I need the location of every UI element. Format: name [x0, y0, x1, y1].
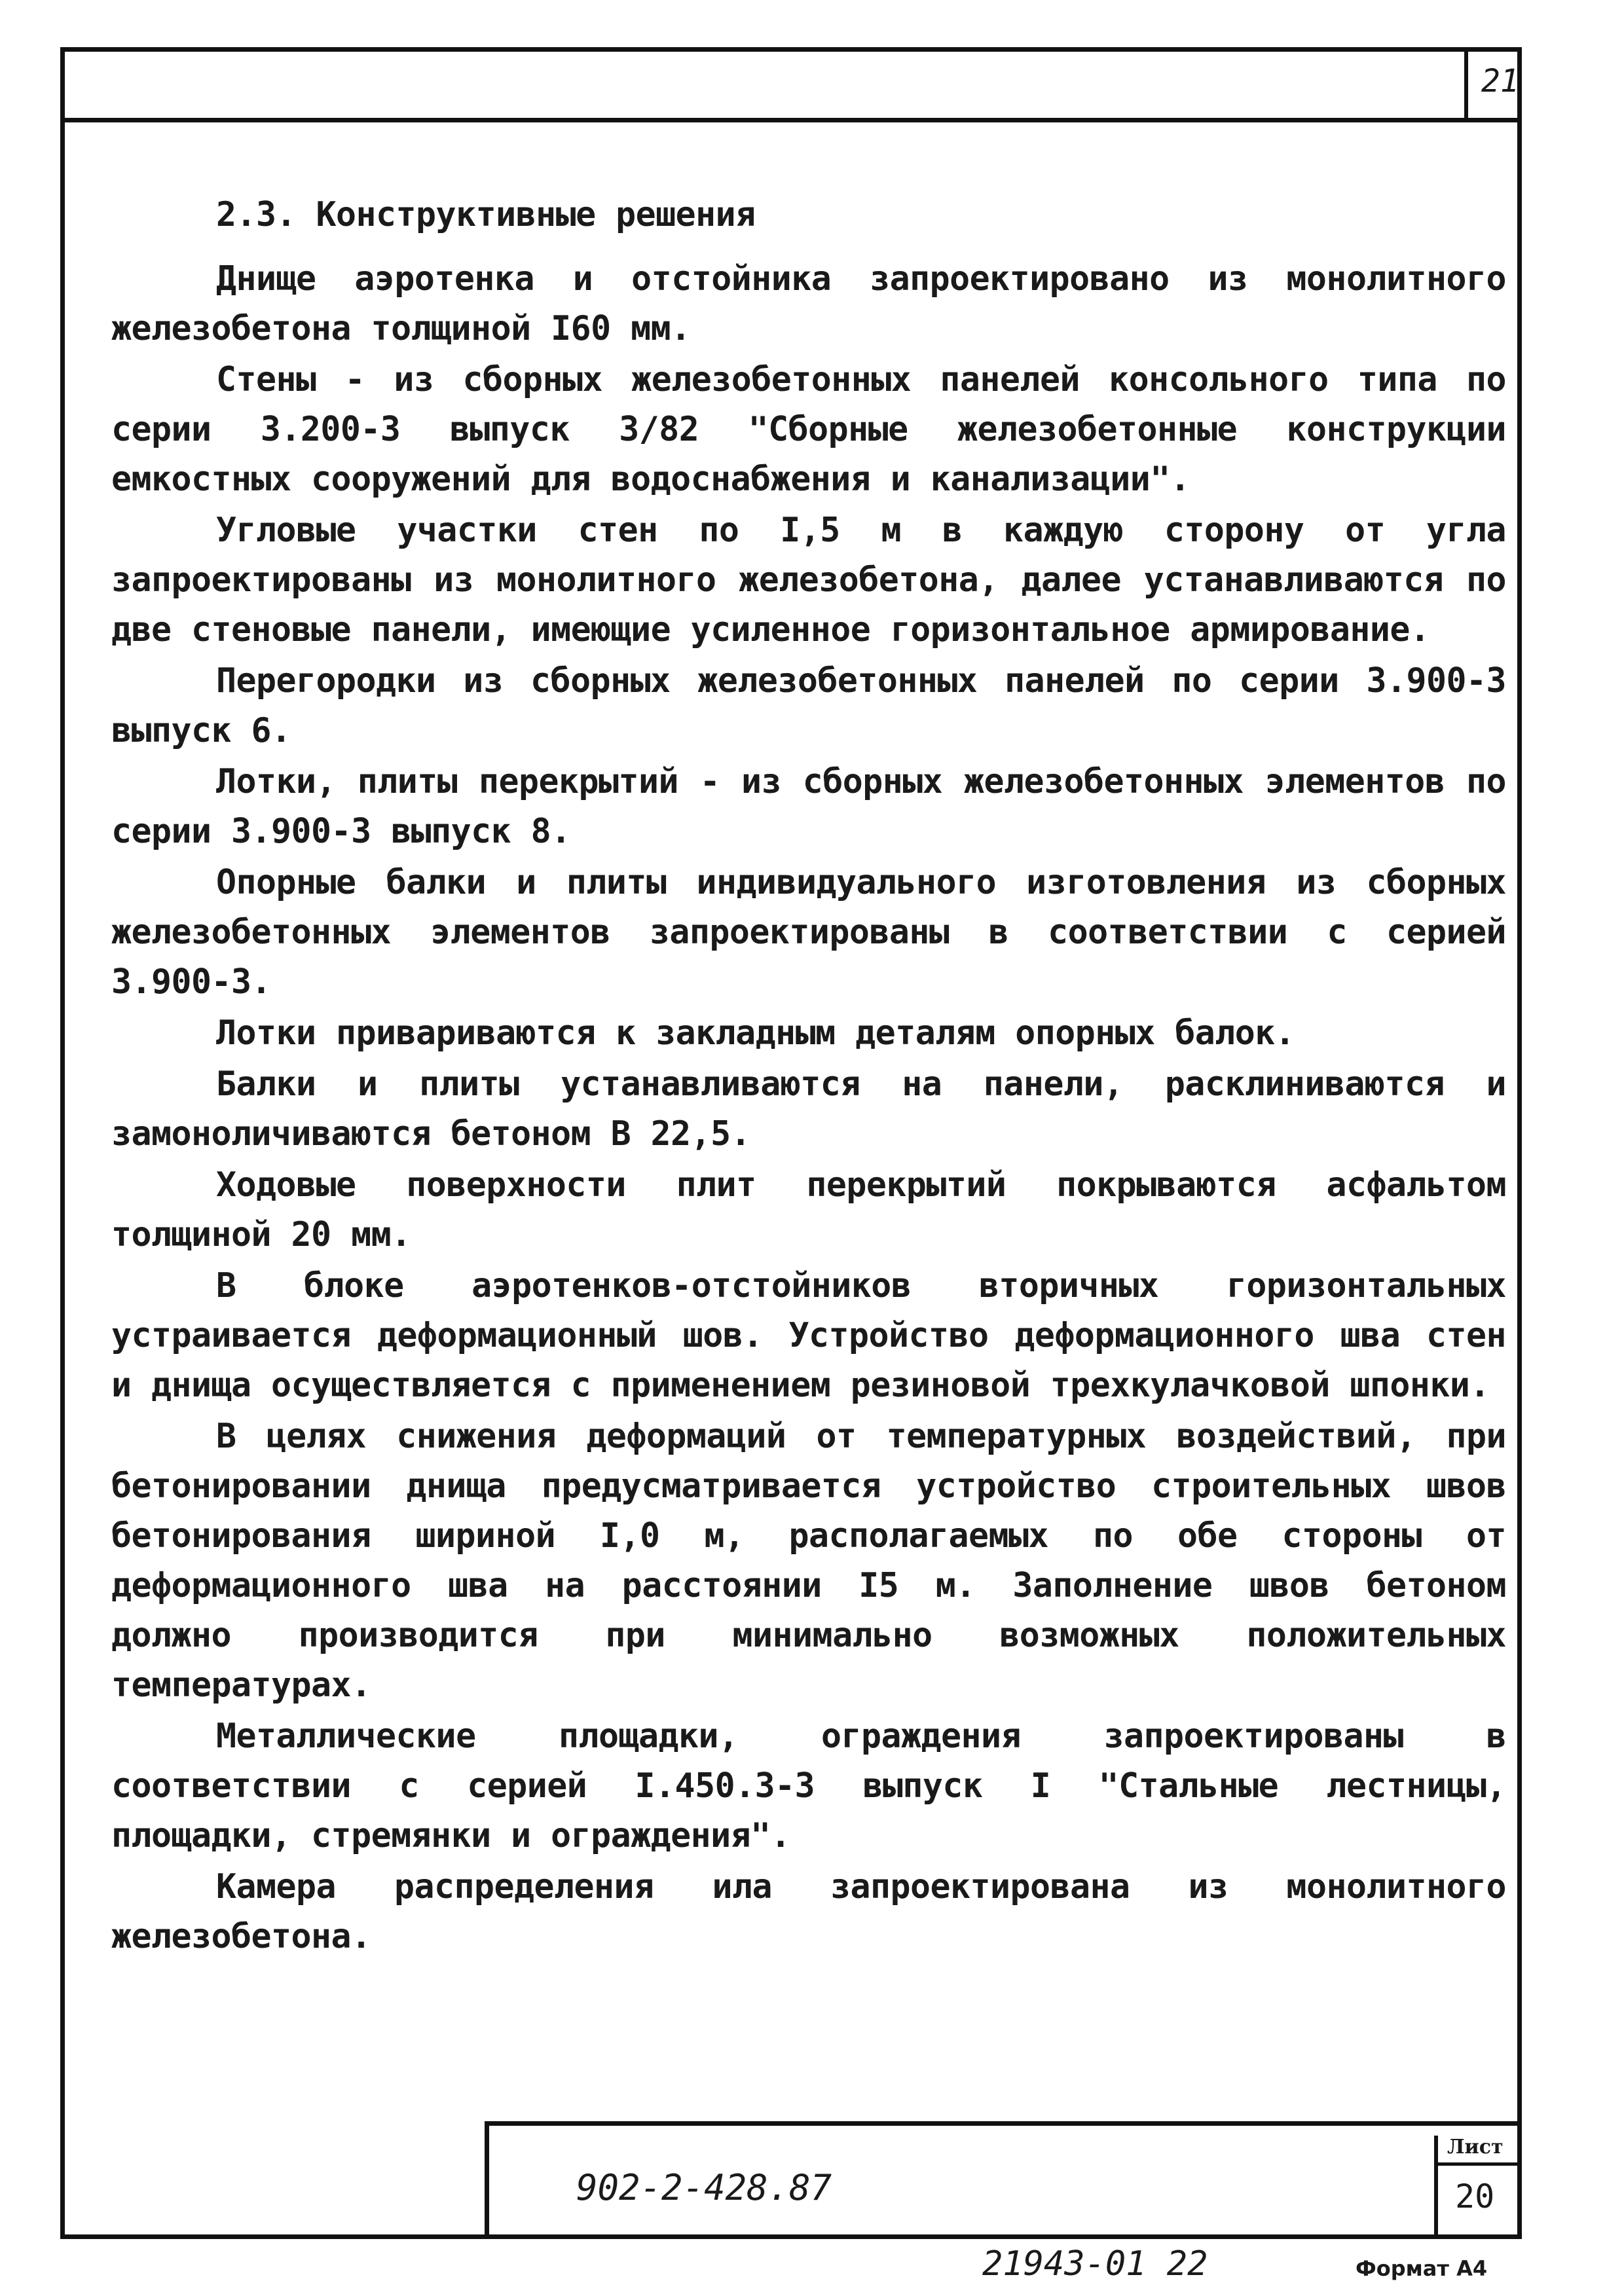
section-heading: 2.3. Конструктивные решения — [216, 195, 756, 234]
paragraph: Ходовые поверхности плит перекрытий покрываются асфальтом толщиной 20 мм. — [111, 1165, 1506, 1254]
paragraph: Угловые участки стен по I,5 м в каждую сторону от угла запроектированы из монолитного железобетона, далее устанавливаются по две стеновые панели, имеющие усиленное горизонтальное армирование. — [111, 511, 1506, 649]
paragraph: Опорные балки и плиты индивидуального изготовления из сборных железобетонных элементов запроектированы в соответствии с серией 3.900-3. — [111, 863, 1506, 1002]
paragraph: В блоке аэротенков-отстойников вторичных горизонтальных устраивается деформационный шов. Устройство деформационного шва стен и днища осуществляется с применением резиновой трехкулачковой шпонки. — [111, 1266, 1506, 1405]
sheet-number: 20 — [1455, 2178, 1495, 2215]
sheet-label: Лист — [1447, 2136, 1504, 2159]
paragraph: Балки и плиты устанавливаются на панели, расклиниваются и замоноличиваются бетоном В 22,5. — [111, 1065, 1506, 1154]
paragraph: Стены - из сборных железобетонных панелей консольного типа по серии 3.200-3 выпуск 3/82 "Сборные железобетонные конструкции емкостных сооружений для водоснабжения и канализации". — [111, 360, 1506, 499]
page-number: 21 — [1481, 63, 1519, 100]
right-border-line — [1518, 128, 1522, 2239]
paragraph: Днище аэротенка и отстойника запроектировано из монолитного железобетона толщиной I60 мм. — [111, 259, 1506, 348]
document-code: 902-2-428.87 — [576, 2167, 832, 2208]
paragraph: В целях снижения деформаций от температурных воздействий, при бетонировании днища предусматривается устройство строительных швов бетонирования шириной I,0 м, располагаемых по обе стороны от деформационного шва на расстоянии I5 м. Заполнение швов бетоном должно производится при минимально возможных положительных температурах. — [111, 1417, 1506, 1705]
format-label: Формат А4 — [1356, 2256, 1488, 2281]
top-border-line — [60, 118, 1522, 122]
document-body — [111, 190, 1506, 1963]
paragraph: Камера распределения ила запроектирована из монолитного железобетона. — [111, 1867, 1506, 1956]
paragraph: Металлические площадки, ограждения запроектированы в соответствии с серией I.450.3-3 выпуск I "Стальные лестницы, площадки, стремянки и ограждения". — [111, 1717, 1506, 1855]
paragraph: Лотки привариваются к закладным деталям опорных балок. — [216, 1013, 1295, 1053]
inventory-number: 21943-01 22 — [982, 2244, 1208, 2284]
paragraph: Перегородки из сборных железобетонных панелей по серии 3.900-3 выпуск 6. — [111, 661, 1506, 750]
paragraph: Лотки, плиты перекрытий - из сборных железобетонных элементов по серии 3.900-3 выпуск 8. — [111, 762, 1506, 851]
